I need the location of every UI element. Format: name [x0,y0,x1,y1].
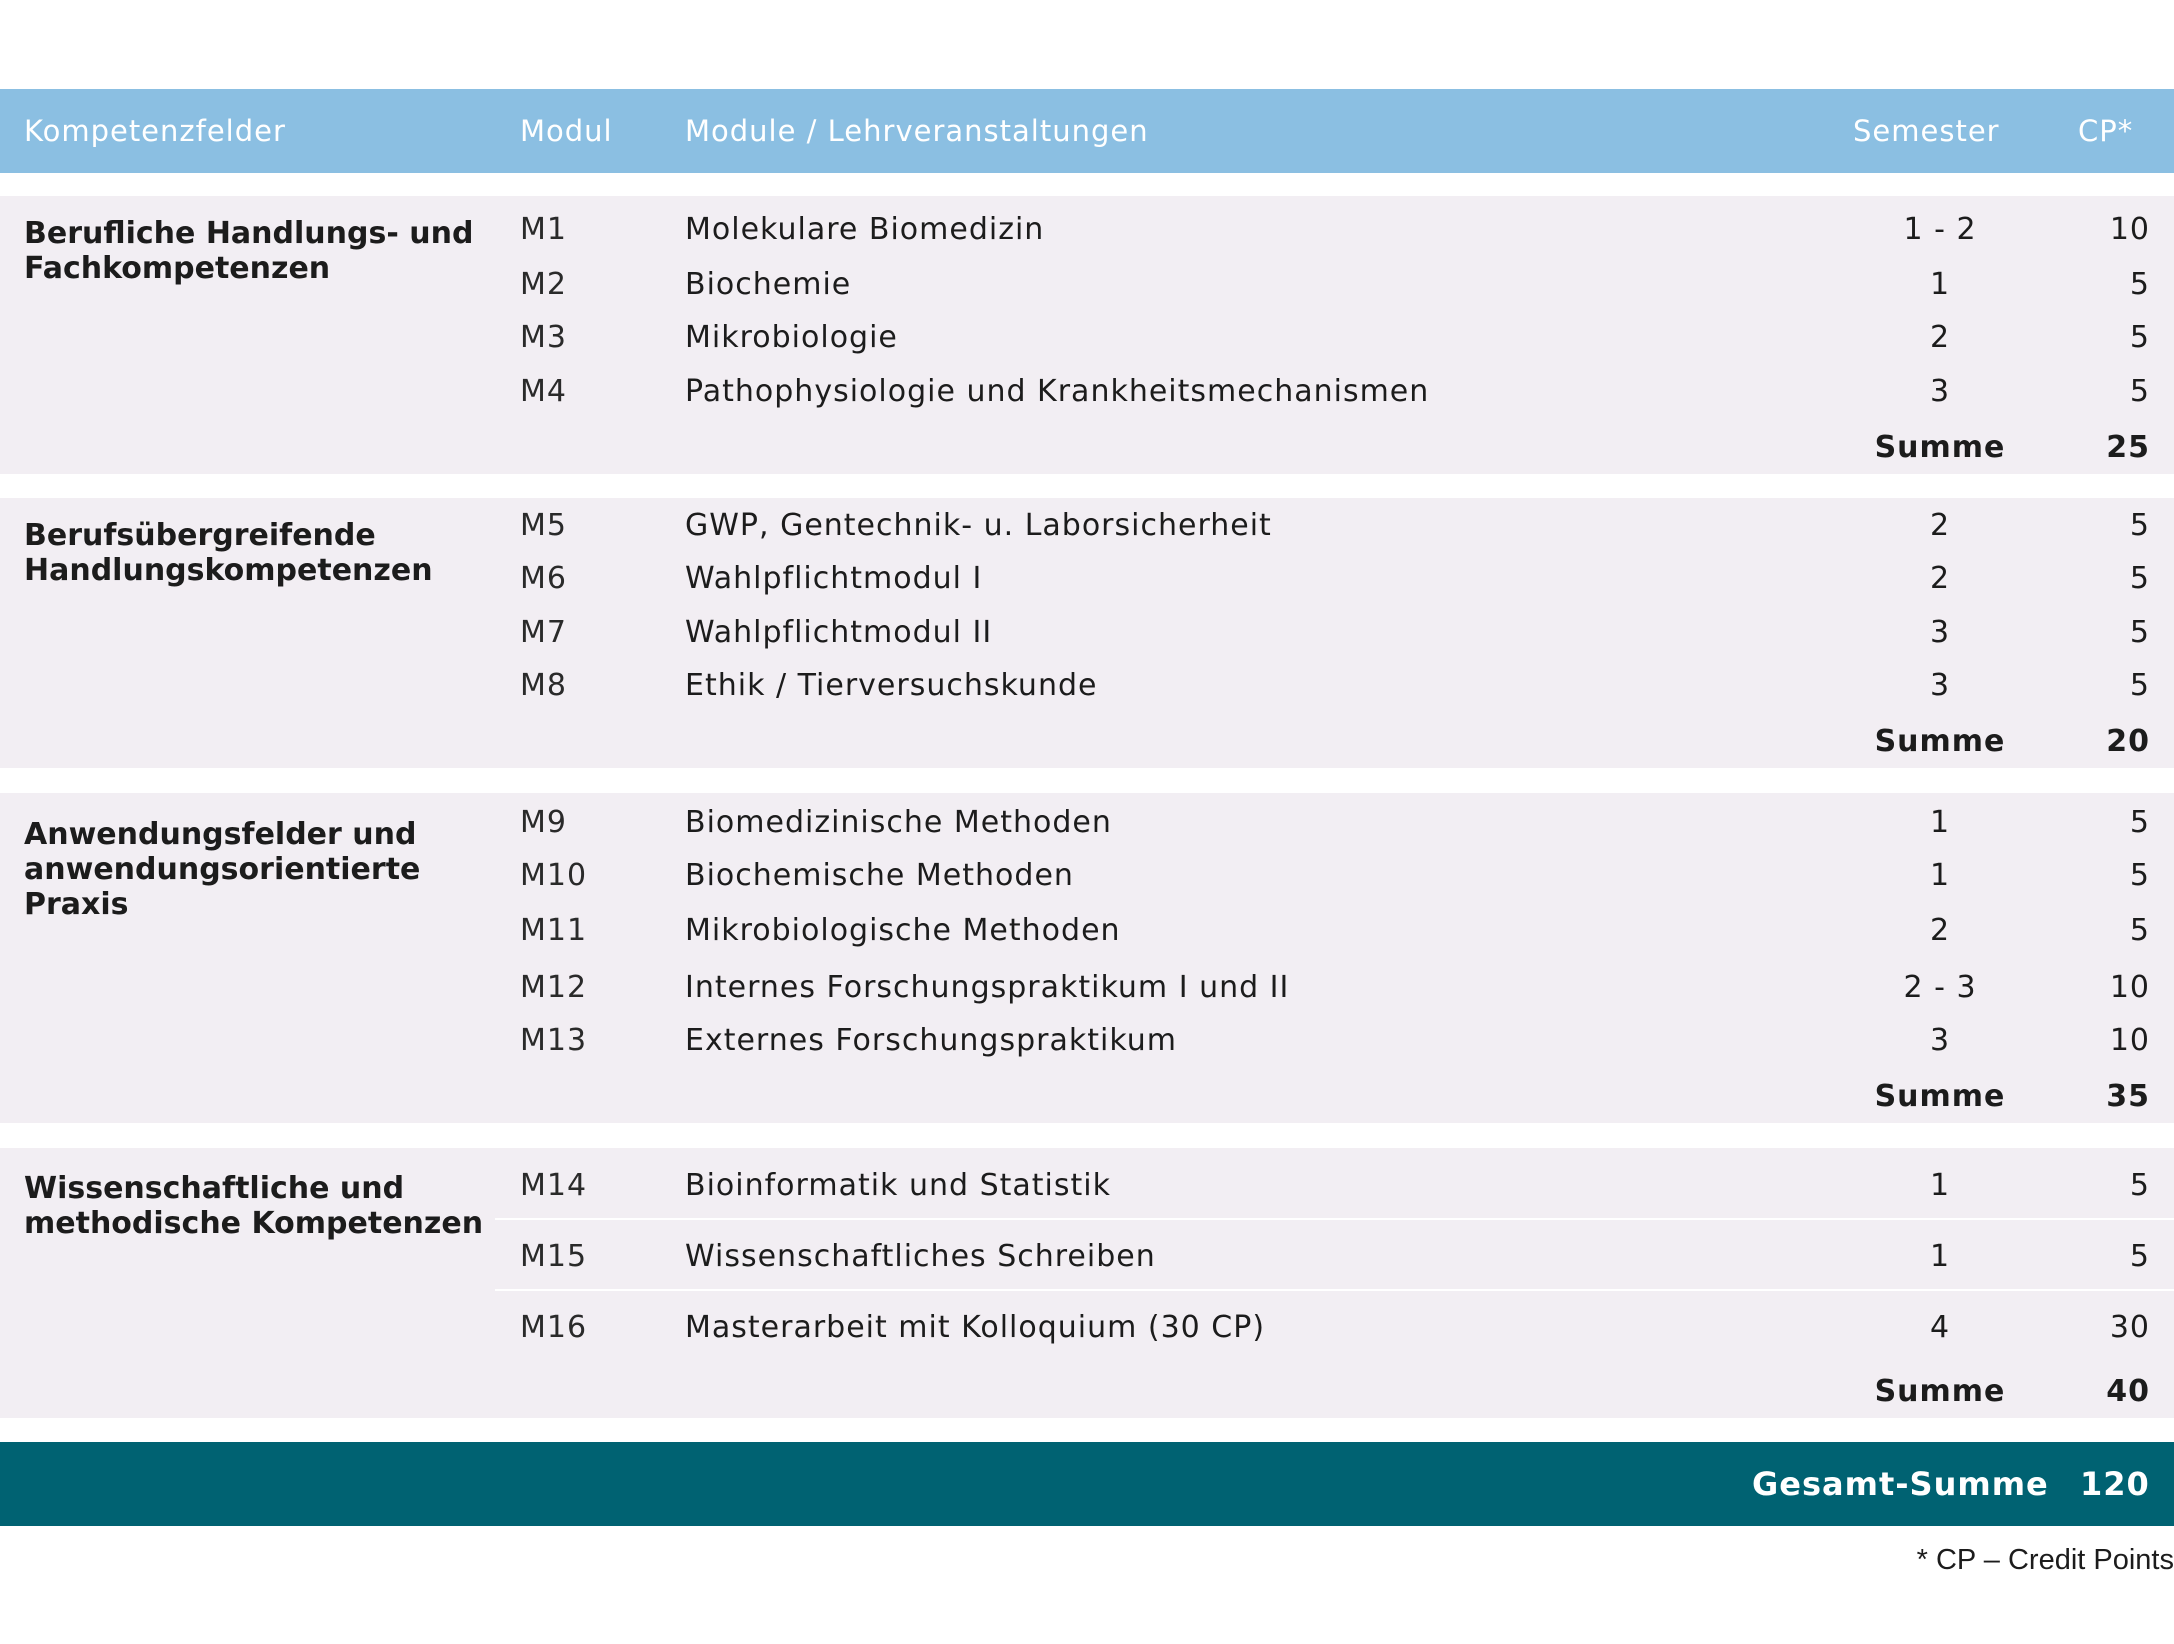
module-name: Externes Forschungspraktikum [685,1023,1178,1058]
cp-value: 5 [2129,1168,2150,1203]
modul-code: M1 [520,212,567,247]
semester-value: 3 [1929,615,1951,650]
section-berufliche-kompetenzen [0,196,2174,474]
cp-value: 10 [2109,1023,2150,1058]
cp-value: 10 [2109,212,2150,247]
category-label: Berufliche Handlungs- und Fachkompetenzen [24,216,474,286]
header-cp: CP* [2078,114,2134,148]
semester-value: 2 [1929,913,1951,948]
module-name: Masterarbeit mit Kolloquium (30 CP) [685,1310,1266,1345]
header-module-lehrveranstaltungen: Module / Lehrveranstaltungen [685,114,1149,148]
modul-code: M3 [520,320,567,355]
module-name: Ethik / Tierversuchskunde [685,668,1098,703]
modul-code: M9 [520,805,567,840]
summe-value: 20 [2106,724,2150,759]
semester-value: 1 - 2 [1903,212,1977,247]
modul-code: M14 [520,1168,588,1203]
table-header [0,89,2174,173]
section-berufsuebergreifende-kompetenzen [0,498,2174,768]
modul-code: M10 [520,858,588,893]
semester-value: 3 [1929,374,1951,409]
semester-value: 2 [1929,561,1951,596]
module-name: Pathophysiologie und Krankheitsmechanismen [685,374,1430,409]
semester-value: 2 [1929,320,1951,355]
modul-code: M11 [520,913,588,948]
row-divider [495,1218,2174,1220]
modul-code: M6 [520,561,567,596]
section-anwendungsfelder [0,793,2174,1123]
summe-value: 35 [2106,1079,2150,1114]
gesamt-summe-value: 120 [2080,1465,2150,1503]
summe-label: Summe [1874,430,2006,465]
modul-code: M4 [520,374,567,409]
semester-value: 3 [1929,1023,1951,1058]
modul-code: M12 [520,970,588,1005]
modul-code: M16 [520,1310,588,1345]
cp-value: 5 [2129,267,2150,302]
cp-value: 30 [2109,1310,2150,1345]
module-name: Biochemie [685,267,852,302]
modul-code: M15 [520,1239,588,1274]
modul-code: M13 [520,1023,588,1058]
module-name: Biomedizinische Methoden [685,805,1112,840]
module-name: Bioinformatik und Statistik [685,1168,1111,1203]
cp-value: 10 [2109,970,2150,1005]
category-label: Anwendungsfelder und anwendungsorientierte Praxis [24,817,421,922]
row-divider [495,1289,2174,1291]
module-name: Molekulare Biomedizin [685,212,1045,247]
module-name: GWP, Gentechnik- u. Laborsicherheit [685,508,1272,543]
semester-value: 1 [1929,267,1951,302]
cp-value: 5 [2129,508,2150,543]
semester-value: 3 [1929,668,1951,703]
semester-value: 1 [1929,858,1951,893]
semester-value: 1 [1929,1239,1951,1274]
modul-code: M8 [520,668,567,703]
cp-value: 5 [2129,320,2150,355]
header-kompetenzfelder: Kompetenzfelder [24,114,286,148]
modul-code: M2 [520,267,567,302]
module-name: Internes Forschungspraktikum I und II [685,970,1290,1005]
semester-value: 2 - 3 [1903,970,1977,1005]
cp-value: 5 [2129,805,2150,840]
cp-value: 5 [2129,858,2150,893]
gesamt-summe-bar [0,1442,2174,1526]
semester-value: 1 [1929,1168,1951,1203]
modul-code: M7 [520,615,567,650]
header-semester: Semester [1853,114,2000,148]
module-name: Wissenschaftliches Schreiben [685,1239,1156,1274]
section-wissenschaftliche-kompetenzen [0,1148,2174,1418]
semester-value: 1 [1929,805,1951,840]
summe-label: Summe [1874,1079,2006,1114]
summe-value: 40 [2106,1374,2150,1409]
cp-value: 5 [2129,913,2150,948]
cp-value: 5 [2129,615,2150,650]
module-name: Mikrobiologie [685,320,898,355]
summe-value: 25 [2106,430,2150,465]
cp-value: 5 [2129,668,2150,703]
module-name: Biochemische Methoden [685,858,1074,893]
module-name: Wahlpflichtmodul II [685,615,993,650]
semester-value: 4 [1929,1310,1951,1345]
summe-label: Summe [1874,724,2006,759]
summe-label: Summe [1874,1374,2006,1409]
gesamt-summe-label: Gesamt-Summe [1752,1465,2049,1503]
category-label: Wissenschaftliche und methodische Kompetenzen [24,1171,484,1241]
semester-value: 2 [1929,508,1951,543]
footnote: * CP – Credit Points [1916,1544,2174,1576]
cp-value: 5 [2129,374,2150,409]
cp-value: 5 [2129,561,2150,596]
category-label: Berufsübergreifende Handlungskompetenzen [24,518,433,588]
modul-code: M5 [520,508,567,543]
module-name: Mikrobiologische Methoden [685,913,1121,948]
header-modul: Modul [520,114,613,148]
module-name: Wahlpflichtmodul I [685,561,983,596]
cp-value: 5 [2129,1239,2150,1274]
